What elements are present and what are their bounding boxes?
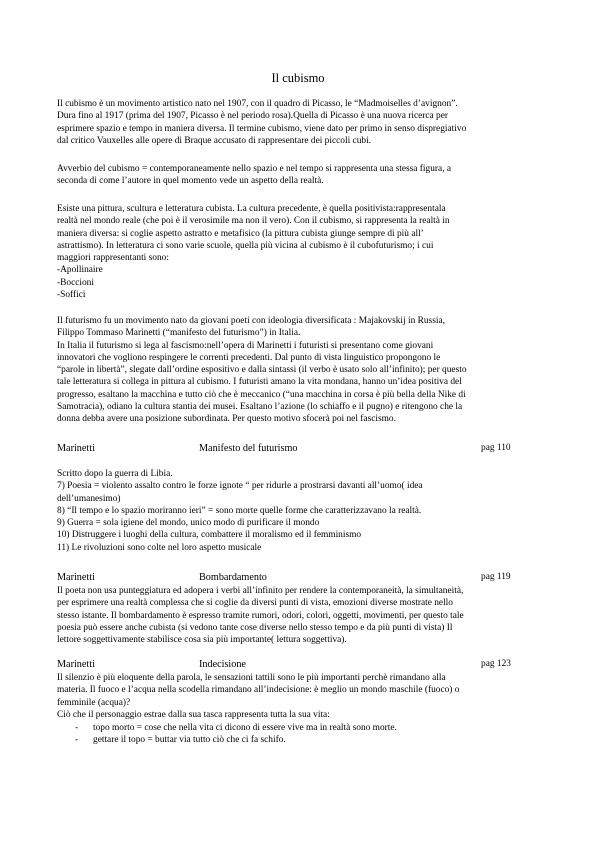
text-line: 7) Poesia = violento assalto contro le forze ignote “ per ridurle a prostrarsi davanti all’uomo( idea [57, 481, 423, 492]
text-line: stesso istante. Il bombardamento è espresso tramite rumori, odori, colori, oggetti, movimenti, per questo tale [57, 610, 464, 621]
futurismo-paragraph [57, 315, 547, 426]
text-line: per esprimere una realtà complessa che si coglie da diversi punti di vista, emozioni diverse mostrate nello [57, 598, 453, 609]
text-line: 8) “Il tempo e lo spazio moriranno ieri” = sono morte quelle forme che caratterizzavano la realtà. [57, 505, 422, 516]
text-line: maniera diversa: si coglie aspetto astratto e metafisico (la pittura cubista giunge sempre di più all’ [57, 228, 424, 239]
bombardamento-paragraph [57, 585, 547, 646]
section-page-ref: pag 123 [481, 659, 511, 669]
text-line: Dura fino al 1917 (prima del 1907, Picasso è nel periodo rosa).Quella di Picasso è una nuova ricerca per [57, 111, 449, 122]
text-line: Il futurismo fu un movimento nato da giovani poeti con ideologia diversificata : Majakovskij in Russia, [57, 316, 445, 326]
text-line: Il silenzio è più eloquente della parola, le sensazioni tattili sono le più importanti perchè rimandano alla [57, 673, 446, 683]
text-line: poesia può essere anche cubista (si vedono tante cose diverse nello stesso tempo e da più punti di vista) Il [57, 622, 453, 633]
indecisione-bullet-list [57, 722, 547, 747]
list-item [57, 734, 547, 746]
list-item-text: topo morto = cose che nella vita ci dicono di essere vive ma in realtà sono morte. [93, 723, 397, 733]
text-line: esprimere spazio e tempo in maniera diversa. Il termine cubismo, viene dato per primo in senso dispregiativo [57, 123, 467, 134]
text-line: Il cubismo è un movimento artistico nato nel 1907, con il quadro di Picasso, le “Madmoiselles d’avignon”. [57, 99, 458, 109]
list-item-text: gettare il topo = buttar via tutto ciò che ci fa schifo. [93, 735, 286, 746]
section-author: Marinetti [57, 659, 95, 670]
list-item [57, 722, 547, 734]
text-line: maggiori rappresentanti sono: [57, 253, 169, 264]
text-line: 11) Le rivoluzioni sono colte nel loro aspetto musicale [57, 542, 262, 553]
text-line: realtà nel mondo reale (che poi è il verosimile ma non il vero). Con il cubismo, si rappresenta la realtà in [57, 216, 450, 227]
text-line: Avverbio del cubismo = contemporaneamente nello spazio e nel tempo si rappresenta una stessa figura, a [57, 164, 452, 174]
text-line: progresso, esaltano la macchina e tutto ciò che è meccanico (“una macchina in corsa è più bella della Nike di [57, 389, 466, 400]
section-header-indecisione [57, 658, 537, 671]
text-line: In Italia il futurismo si lega al fascismo:nell’opera di Marinetti i futuristi si presentano come giovani [57, 340, 434, 351]
list-item: -Apollinaire [57, 265, 103, 276]
text-line: 9) Guerra = sola igiene del mondo, unico modo di purificare il mondo [57, 518, 320, 529]
text-line: Ciò che il personaggio estrae dalla sua tasca rappresenta tutta la sua vita: [57, 709, 330, 720]
text-line: Scritto dopo la guerra di Libia. [57, 469, 173, 479]
text-line: “parole in libertà”, slegate dall’ordine espositivo e dalla sintassi (il verbo è usato solo all’infinito); per questo [57, 365, 467, 376]
text-line: Samotracia), odiano la cultura stantia dei musei. Esaltano l’azione (lo schiaffo e il pugno) e ritengono che la [57, 402, 463, 413]
text-line: Il poeta non usa punteggiatura ed adopera i verbi all’infinito per rendere la contemporaneità, la simultaneità, [57, 586, 464, 596]
section-work-title: Indecisione [199, 659, 246, 670]
text-line: Esiste una pittura, scultura e letteratura cubista. La cultura precedente, è quella positivista:rappresentala [57, 204, 446, 214]
text-line: seconda di come l’autore in quel momento vede un aspetto della realtà. [57, 176, 324, 187]
text-line: materia. Il fuoco e l’acqua nella scodella rimandano all’indecisione: è meglio un mondo maschile (fuoco) o [57, 685, 460, 696]
section-page-ref: pag 119 [481, 572, 511, 582]
text-line: femminile (acqua)? [57, 697, 131, 708]
text-line: innovatori che vogliono respingere le correnti precedenti. Dal punto di vista linguistico propongono le [57, 352, 441, 363]
text-line: tale letteratura si collega in pittura al cubismo. I futuristi amano la vita mondana, hanno un’idea positiva del [57, 377, 462, 388]
section-work-title: Manifesto del futurismo [199, 443, 298, 454]
bullet-marker: - [75, 723, 79, 733]
text-line: donna debba avere una posizione subordinata. Per questo motivo sfocerà poi nel fascismo. [57, 414, 396, 425]
pittura-paragraph [57, 203, 547, 301]
section-author: Marinetti [57, 572, 95, 583]
page-title: Il cubismo [271, 71, 325, 85]
avverbio-paragraph [57, 163, 547, 188]
list-item: -Boccioni [57, 277, 94, 288]
text-line: 10) Distruggere i luoghi della cultura, combattere il moralismo ed il femminismo [57, 530, 362, 541]
list-item: -Soffici [57, 290, 86, 301]
text-line: lettore soggettivamente stabilisce cosa sia più importante( lettura soggettiva). [57, 635, 347, 646]
text-line: astrattismo). In letteratura ci sono varie scuole, quella più vicina al cubismo è il cubofuturismo; i cui [57, 240, 434, 251]
text-line: dal critico Vauxelles alle opere di Braque accusato di rappresentare dei piccoli cubi. [57, 135, 372, 146]
text-line: Filippo Tommaso Marinetti (“manifesto del futurismo”) in Italia. [57, 328, 301, 339]
intro-paragraph [57, 98, 547, 147]
section-work-title: Bombardamento [199, 572, 267, 583]
section-header-bombardamento [57, 571, 537, 584]
manifesto-paragraph [57, 468, 547, 554]
bullet-marker: - [75, 735, 79, 746]
indecisione-paragraph [57, 672, 547, 721]
section-page-ref: pag 110 [481, 443, 511, 453]
section-author: Marinetti [57, 443, 95, 454]
section-header-manifesto [57, 442, 537, 455]
text-line: dell’umanesimo) [57, 493, 121, 504]
